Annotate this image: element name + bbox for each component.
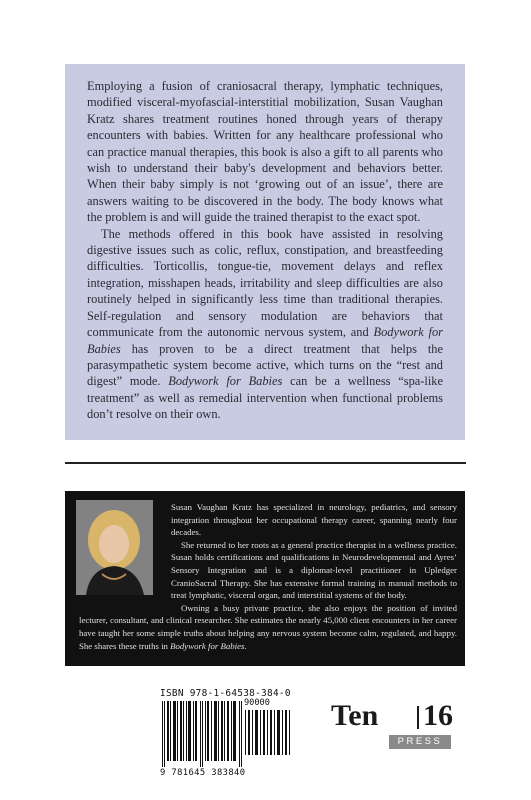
author-bio-text bbox=[79, 501, 457, 652]
blurb-paragraph-2: The methods offered in this book have assisted in resolving digestive issues such as colic, reflux, constipation, and breastfeeding difficulties. Torticollis, tongue-tie, movement delays and reflex integration, misshapen heads, irritability and sleep difficulties are also routinely helped in significantly less time than traditional therapies. Self-regulation and sensory modulation are behaviors that communicate from the autonomic nervous system, and Bodywork for Babies has proven to be a direct treatment that helps the parasympathetic system become active, which turns on the “rest and digest” mode. Bodywork for Babies can be a wellness “spa-like treatment” as well as remedial intervention when functional problems don’t resolve on their own. bbox=[87, 226, 443, 422]
blurb-text bbox=[87, 78, 443, 423]
price-code: 90000 bbox=[244, 698, 270, 708]
isbn-label: ISBN 978-1-64538-384-0 bbox=[160, 688, 291, 699]
publisher-logo bbox=[331, 700, 465, 752]
price-barcode-bars bbox=[244, 710, 292, 755]
divider-rule bbox=[65, 462, 466, 464]
publisher-logo-bar bbox=[417, 706, 419, 729]
book-title: Bodywork for Babies bbox=[87, 325, 443, 356]
barcode-bars bbox=[160, 701, 244, 767]
book-title: Bodywork for Babies bbox=[168, 374, 283, 389]
back-cover-blurb bbox=[65, 64, 465, 440]
blurb-paragraph-1: Employing a fusion of craniosacral therapy, lymphatic techniques, modified visceral-myofascial-interstitial mobilization, Susan Vaughan Kratz shares treatment routines honed through years of therapy encounters with babies. Written for any healthcare professional who can practice manual therapies, this book is also a gift to all parents who wish to understand their baby's development and behaviors better. When their baby simply is not ‘growing out of an issue’, there are answers waiting to be discovered in the body. The body knows what the problem is and will guide the trained therapist to the exact spot. bbox=[87, 79, 443, 225]
bio-paragraph-1: Susan Vaughan Kratz has specialized in neurology, pediatrics, and sensory integration throughout her occupational therapy career, spanning nearly four decades. bbox=[171, 502, 457, 538]
barcode-digits: 9 781645 383840 bbox=[160, 768, 246, 778]
author-photo-space bbox=[79, 501, 171, 611]
bio-paragraph-2: She returned to her roots as a general practice therapist in a wellness practice. Susan holds certifications and qualifications in Neurodevelopmental and Ayres’ Sensory Integration and is a diplomat-level practitioner in Upledger CranioSacral Therapy. She has extensive formal training in manual methods to treat lymphatic, visceral organ, and interstitial systems of the body. bbox=[171, 539, 457, 601]
publisher-name-16: 16 bbox=[423, 699, 453, 732]
author-photo bbox=[76, 500, 153, 595]
publisher-name-ten: Ten bbox=[331, 699, 379, 732]
bio-paragraph-3: Owning a busy private practice, she also enjoys the position of invited lecturer, consultant, and clinical researcher. She estimates the nearly 45,000 client encounters in her career have taught her some simple truths about helping any nervous system become calm, regulated, and happy. She shares these truths in Bodywork for Babies. bbox=[79, 602, 457, 651]
publisher-press-label: PRESS bbox=[389, 735, 451, 749]
book-title: Bodywork for Babies bbox=[170, 640, 245, 651]
author-bio-panel bbox=[65, 491, 465, 666]
